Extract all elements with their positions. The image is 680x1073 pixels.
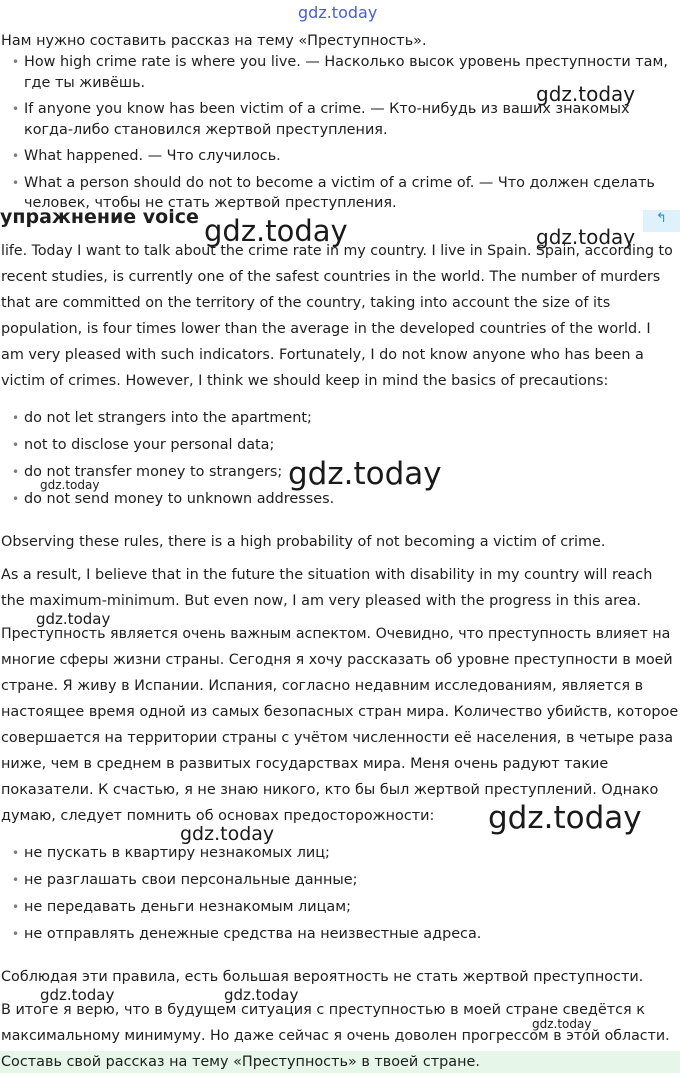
watermark: gdz.today	[224, 986, 299, 1004]
bullet: •	[12, 492, 20, 506]
list-item: не пускать в квартиру незнакомых лиц;	[24, 845, 330, 861]
back-button[interactable]	[643, 210, 680, 232]
watermark: gdz.today	[40, 478, 100, 492]
watermark: gdz.today	[536, 82, 636, 106]
watermark: gdz.today	[180, 823, 275, 845]
bullet: •	[12, 102, 20, 116]
watermark: gdz.today	[288, 456, 442, 492]
bullet: •	[12, 149, 20, 163]
bullet: •	[12, 438, 20, 452]
watermark-top: gdz.today	[298, 3, 378, 22]
watermark: gdz.today	[36, 610, 111, 628]
watermark: gdz.today	[532, 1017, 592, 1031]
watermark: gdz.today	[204, 214, 348, 248]
section-heading: упражнение voice	[0, 206, 199, 228]
watermark: gdz.today	[40, 986, 115, 1004]
back-arrow-icon: ↰	[656, 211, 667, 226]
list-item: не отправлять денежные средства на неизвестные адреса.	[24, 926, 482, 942]
russian-observing-text: Соблюдая эти правила, есть большая вероятность не стать жертвой преступности.	[1, 969, 644, 985]
list-item: не передавать деньги незнакомым лицам;	[24, 899, 351, 915]
list-item: do not let strangers into the apartment;	[24, 410, 312, 426]
watermark: gdz.today	[488, 800, 642, 836]
list-item: not to disclose your personal data;	[24, 437, 275, 453]
bullet: •	[12, 411, 20, 425]
bullet: •	[12, 55, 20, 69]
watermark: gdz.today	[536, 225, 636, 249]
intro-text: Нам нужно составить рассказ на тему «Преступность».	[1, 33, 427, 49]
task-text: Составь свой рассказ на тему «Преступность» в твоей стране.	[1, 1054, 480, 1070]
bullet: •	[12, 465, 20, 479]
list-item: do not transfer money to strangers;	[24, 464, 283, 480]
list-item: не разглашать свои персональные данные;	[24, 872, 358, 888]
list-item: do not send money to unknown addresses.	[24, 491, 335, 507]
bullet: •	[12, 873, 20, 887]
bullet: •	[12, 176, 20, 190]
bullet: •	[12, 900, 20, 914]
bullet: •	[12, 846, 20, 860]
english-observing-text: Observing these rules, there is a high probability of not becoming a victim of crime.	[1, 534, 606, 550]
bullet: •	[12, 927, 20, 941]
